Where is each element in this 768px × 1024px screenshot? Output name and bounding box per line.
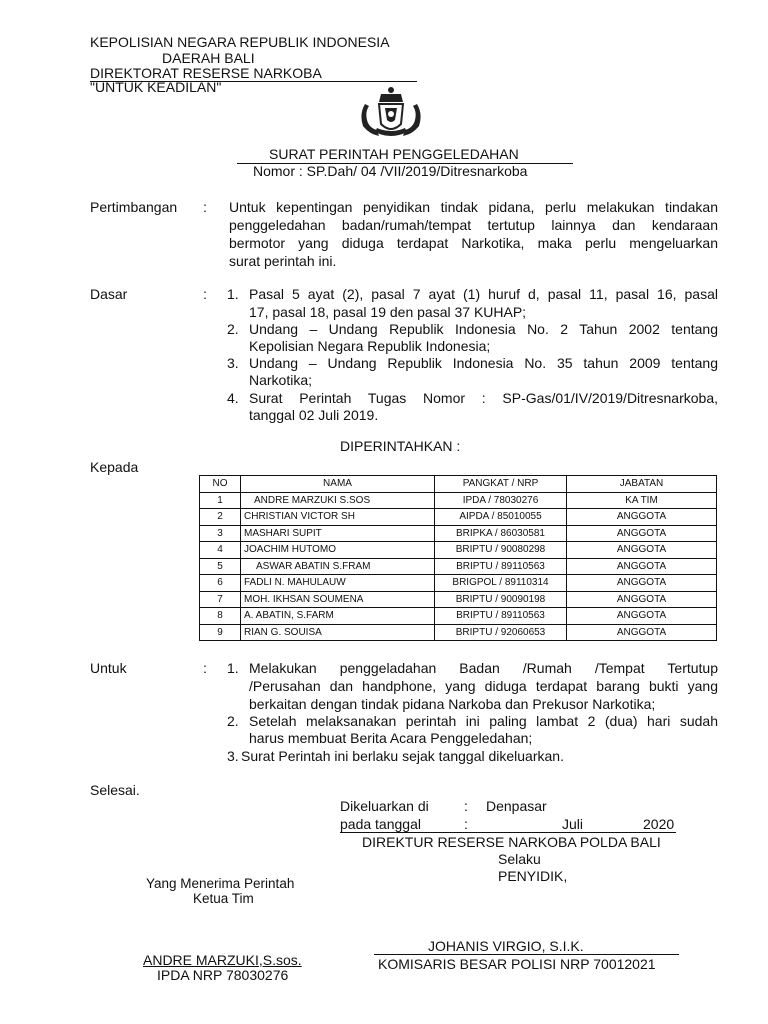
letterhead-region: DAERAH BALI [162, 50, 255, 66]
cell-jabatan: ANGGOTA [567, 558, 717, 575]
dasar-item-line: Kepolisian Negara Republik Indonesia; [249, 338, 491, 354]
cell-no: 5 [200, 558, 241, 575]
table-row [200, 575, 717, 592]
table-row [200, 525, 717, 542]
issued-place-value: Denpasar [486, 798, 547, 814]
table-header-row [200, 476, 717, 493]
closing-text: Selesai. [90, 782, 140, 798]
document-title: SURAT PERINTAH PENGGELEDAHAN [269, 146, 519, 162]
dasar-item-number: 1. [227, 286, 239, 302]
table-row [200, 542, 717, 559]
dasar-item-line: 17, pasal 18, pasal 19 den pasal 37 KUHAP; [249, 304, 527, 320]
cell-nama: FADLI N. MAHULAUW [241, 575, 435, 592]
signatory-selaku: Selaku [498, 851, 541, 867]
cell-jabatan: ANGGOTA [567, 624, 717, 641]
table-row [200, 624, 717, 641]
cell-pangkat: BRIPTU / 89110563 [435, 608, 567, 625]
untuk-colon: : [203, 660, 207, 676]
untuk-label: Untuk [90, 660, 127, 676]
document-number: Nomor : SP.Dah/ 04 /VII/2019/Ditresnarkoba [253, 163, 528, 179]
issued-place-label: Dikeluarkan di [340, 798, 429, 814]
cell-jabatan: ANGGOTA [567, 591, 717, 608]
dasar-item-line: Pasal 5 ayat (2), pasal 7 ayat (1) huruf d, pasal 11, pasal 16, pasal [249, 286, 718, 302]
cell-pangkat: BRIGPOL / 89110314 [435, 575, 567, 592]
untuk-item-number: 2. [227, 713, 239, 729]
pertimbangan-line: Untuk kepentingan penyidikan tindak pidana, perlu melakukan tindakan [229, 199, 718, 215]
signatory-role: PENYIDIK, [498, 868, 568, 884]
letterhead-motto: "UNTUK KEADILAN" [90, 79, 222, 95]
cell-pangkat: BRIPKA / 86030581 [435, 525, 567, 542]
dasar-item-number: 3. [227, 355, 239, 371]
untuk-item-line: Setelah melaksanakan perintah ini paling lambat 2 (dua) hari sudah [249, 713, 718, 729]
untuk-item-number: 3. [227, 748, 239, 764]
cell-no: 6 [200, 575, 241, 592]
cell-nama: MOH. IKHSAN SOUMENA [241, 591, 435, 608]
dasar-item-line: Surat Perintah Tugas Nomor : SP-Gas/01/IV/2019/Ditresnarkoba, [249, 390, 718, 406]
column-header-no: NO [200, 476, 241, 493]
table-row [200, 608, 717, 625]
pertimbangan-label: Pertimbangan [90, 199, 178, 215]
dasar-item-line: Narkotika; [249, 372, 313, 388]
pertimbangan-line: penggeledahan badan/rumah/tempat tertutup lainnya dan kendaraan [229, 217, 718, 233]
recipient-role: Ketua Tim [193, 891, 254, 906]
dasar-item-line: tanggal 02 Juli 2019. [249, 407, 379, 423]
cell-no: 9 [200, 624, 241, 641]
recipient-name: ANDRE MARZUKI,S.sos. [143, 952, 302, 968]
recipient-caption: Yang Menerima Perintah [146, 876, 295, 891]
diperintahkan-heading: DIPERINTAHKAN : [340, 438, 461, 454]
table-row [200, 509, 717, 526]
cell-no: 1 [200, 492, 241, 509]
cell-pangkat: IPDA / 78030276 [435, 492, 567, 509]
police-emblem-icon [355, 84, 427, 140]
letterhead-directorate: DIREKTORAT RESERSE NARKOBA [90, 65, 322, 81]
cell-nama: JOACHIM HUTOMO [241, 542, 435, 559]
dasar-colon: : [203, 286, 207, 302]
cell-pangkat: BRIPTU / 90080298 [435, 542, 567, 559]
dasar-item-number: 2. [227, 321, 239, 337]
issued-date-label: pada tanggal [340, 816, 421, 832]
dasar-label: Dasar [90, 286, 128, 302]
cell-jabatan: ANGGOTA [567, 509, 717, 526]
table-row [200, 558, 717, 575]
untuk-item-line: berkaitan dengan tindak pidana Narkoba dan Prekusor Narkotika; [249, 696, 656, 712]
cell-nama: A. ABATIN, S.FARM [241, 608, 435, 625]
dasar-item-line: Undang – Undang Republik Indonesia No. 35 tahun 2009 tentang [249, 355, 718, 371]
issued-date-year: 2020 [643, 816, 675, 832]
signatory-rank: KOMISARIS BESAR POLISI NRP 70012021 [378, 956, 656, 972]
cell-jabatan: KA TIM [567, 492, 717, 509]
cell-jabatan: ANGGOTA [567, 575, 717, 592]
column-header-nama: NAMA [241, 476, 435, 493]
cell-jabatan: ANGGOTA [567, 542, 717, 559]
cell-jabatan: ANGGOTA [567, 608, 717, 625]
pertimbangan-line: bermotor yang diduga terdapat Narkotika, maka perlu mengeluarkan [229, 235, 718, 251]
cell-jabatan: ANGGOTA [567, 525, 717, 542]
column-header-jabatan: JABATAN [567, 476, 717, 493]
issued-place-colon: : [464, 798, 468, 814]
cell-pangkat: BRIPTU / 89110563 [435, 558, 567, 575]
cell-nama: CHRISTIAN VICTOR SH [241, 509, 435, 526]
cell-pangkat: BRIPTU / 92060653 [435, 624, 567, 641]
cell-nama: RIAN G. SOUISA [241, 624, 435, 641]
untuk-item-number: 1. [227, 660, 239, 676]
cell-nama: ANDRE MARZUKI S.SOS [241, 492, 435, 509]
cell-no: 7 [200, 591, 241, 608]
dasar-item-line: Undang – Undang Republik Indonesia No. 2 Tahun 2002 tentang [249, 321, 718, 337]
kepada-label: Kepada [90, 459, 139, 475]
signatory-name: JOHANIS VIRGIO, S.I.K. [428, 938, 584, 954]
table-row [200, 591, 717, 608]
cell-pangkat: BRIPTU / 90090198 [435, 591, 567, 608]
cell-no: 8 [200, 608, 241, 625]
pertimbangan-colon: : [203, 199, 207, 215]
untuk-item-line: Melakukan penggeladahan Badan /Rumah /Tempat Tertutup [249, 660, 718, 676]
column-header-pangkat: PANGKAT / NRP [435, 476, 567, 493]
dasar-item-number: 4. [227, 390, 239, 406]
table-row [200, 492, 717, 509]
issued-date-month: Juli [562, 816, 584, 832]
cell-nama: ASWAR ABATIN S.FRAM [241, 558, 435, 575]
untuk-item-line: /Perusahan dan handphone, yang diduga terdapat barang bukti yang [249, 678, 718, 694]
cell-nama: MASHARI SUPIT [241, 525, 435, 542]
untuk-item-line: harus membuat Berita Acara Penggeledahan; [249, 730, 533, 746]
cell-no: 4 [200, 542, 241, 559]
cell-no: 3 [200, 525, 241, 542]
letterhead-institution: KEPOLISIAN NEGARA REPUBLIK INDONESIA [90, 34, 390, 50]
issued-date-colon: : [464, 816, 468, 832]
untuk-item-line: Surat Perintah ini berlaku sejak tanggal dikeluarkan. [241, 748, 564, 764]
pertimbangan-line: surat perintah ini. [229, 253, 337, 269]
recipient-rank: IPDA NRP 78030276 [157, 967, 289, 983]
cell-pangkat: AIPDA / 85010055 [435, 509, 567, 526]
cell-no: 2 [200, 509, 241, 526]
personnel-table [199, 475, 717, 641]
signatory-office: DIREKTUR RESERSE NARKOBA POLDA BALI [362, 834, 661, 850]
